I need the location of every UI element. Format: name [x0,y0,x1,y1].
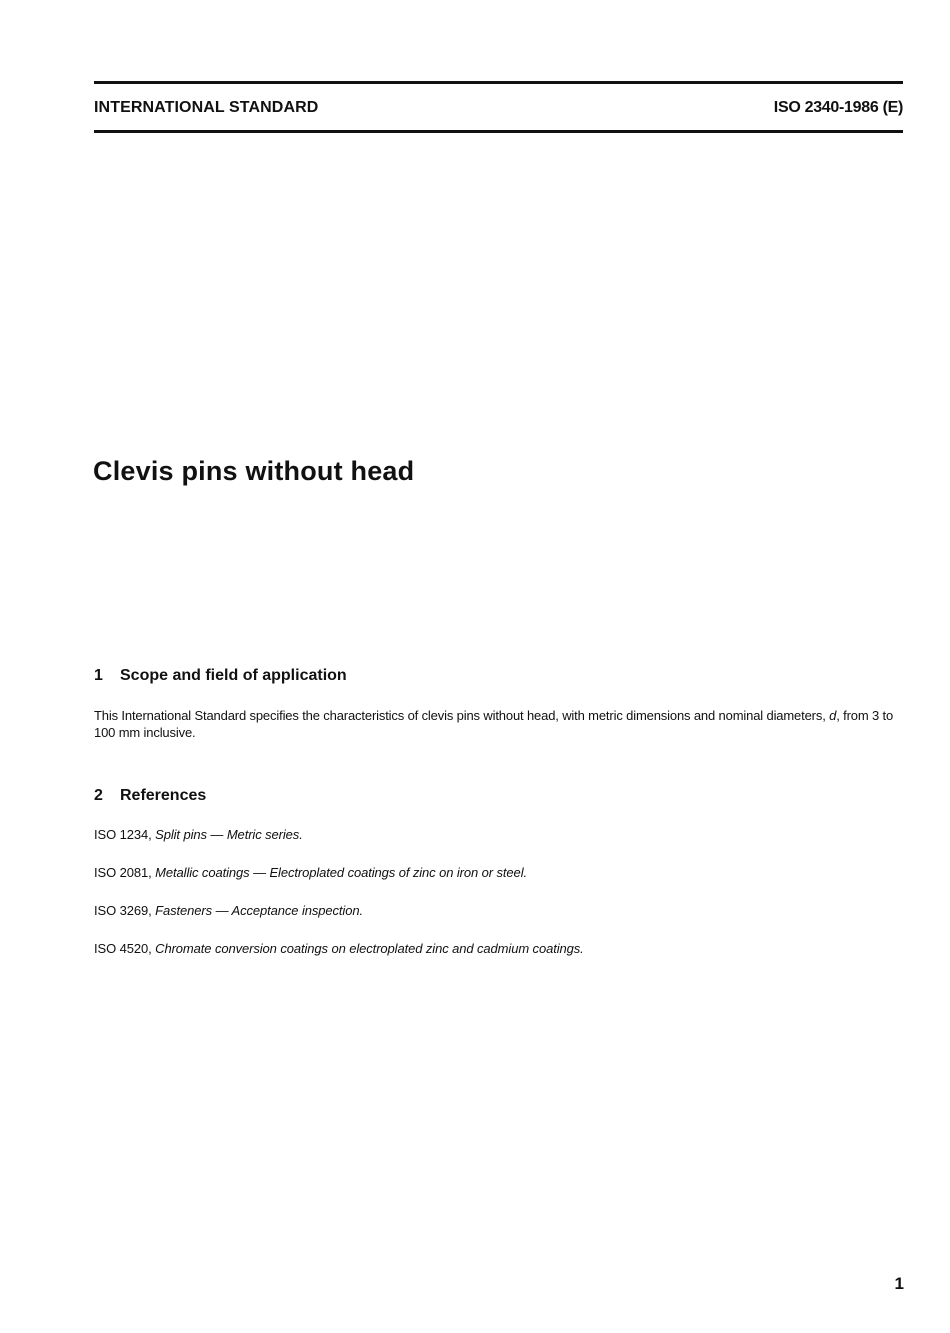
reference-title: Chromate conversion coatings on electroplated zinc and cadmium coatings. [155,941,584,956]
header-top-rule [94,81,903,84]
reference-item [94,902,363,919]
reference-item [94,940,584,957]
reference-title: Split pins — Metric series. [155,827,303,842]
scope-paragraph [94,707,906,741]
header-bottom-rule [94,130,903,133]
section-heading-text: References [120,787,207,804]
standard-number-label: ISO 2340-1986 (E) [773,99,903,116]
section-heading-text: Scope and field of application [120,667,347,684]
page-number: 1 [894,1274,904,1293]
page-title: Clevis pins without head [93,456,415,486]
scope-text-part: , from 3 to 100 mm inclusive. [94,708,894,740]
section-number: 1 [94,667,103,684]
reference-title: Metallic coatings — Electroplated coatings of zinc on iron or steel. [155,865,527,880]
reference-title: Fasteners — Acceptance inspection. [155,903,363,918]
reference-code: ISO 2081, [94,865,156,880]
document-type-label: INTERNATIONAL STANDARD [94,99,319,116]
scope-variable: d [829,708,837,723]
reference-item [94,826,303,843]
scope-text-part: This International Standard specifies the characteristics of clevis pins without head, with metric dimensions and nominal diameters, [94,708,830,723]
reference-code: ISO 3269, [94,903,156,918]
reference-code: ISO 1234, [94,827,156,842]
reference-code: ISO 4520, [94,941,156,956]
section-heading-scope [94,667,347,685]
section-number: 2 [94,787,103,804]
section-heading-references [94,787,206,805]
reference-item [94,864,527,881]
